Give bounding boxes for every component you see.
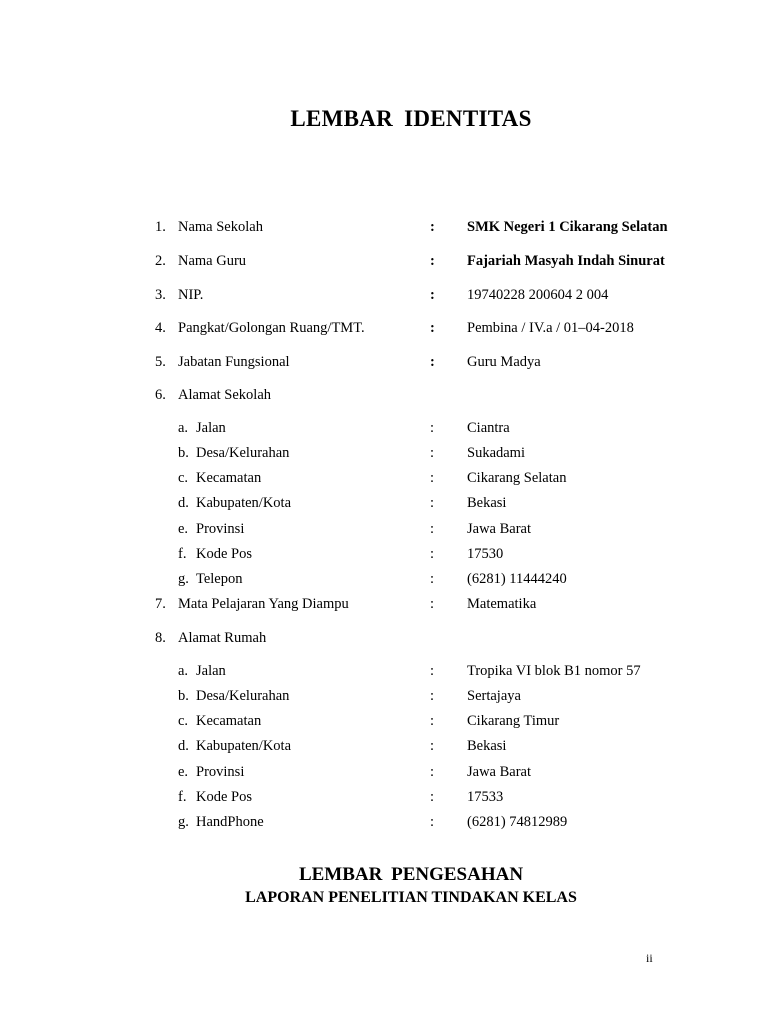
identity-row-position <box>0 352 768 372</box>
sub-item-label: Provinsi <box>196 764 245 780</box>
home-address-district <box>0 711 768 731</box>
item-value: Pembina / IV.a / 01–04-2018 <box>467 320 634 336</box>
identity-row-school-address <box>0 385 768 405</box>
sub-item-colon: : <box>430 814 435 830</box>
sub-item-label: Provinsi <box>196 521 245 537</box>
sub-item-colon: : <box>430 789 435 805</box>
sub-item-colon: : <box>430 420 435 436</box>
sub-item-colon: : <box>430 571 435 587</box>
sub-item-letter: c. <box>178 713 189 729</box>
sub-item-value: Bekasi <box>467 738 507 754</box>
sub-item-value: Bekasi <box>467 495 507 511</box>
sub-item-value: Cikarang Timur <box>467 713 560 729</box>
sub-item-value: 17530 <box>467 546 504 562</box>
item-label: Alamat Sekolah <box>178 387 272 403</box>
school-address-regency <box>0 493 768 513</box>
item-value: Guru Madya <box>467 354 541 370</box>
sub-item-letter: e. <box>178 764 189 780</box>
sub-item-label: Jalan <box>196 663 226 679</box>
sub-item-letter: d. <box>178 495 189 511</box>
sub-item-value: Jawa Barat <box>467 521 532 537</box>
sub-item-letter: b. <box>178 445 189 461</box>
item-number: 3. <box>155 287 166 303</box>
sub-item-colon: : <box>430 688 435 704</box>
sub-item-letter: a. <box>178 420 189 436</box>
sub-item-label: HandPhone <box>196 814 264 830</box>
item-label: NIP. <box>178 287 204 303</box>
item-colon: : <box>430 287 435 303</box>
sub-item-label: Kecamatan <box>196 470 262 486</box>
sub-item-letter: e. <box>178 521 189 537</box>
sub-item-label: Kode Pos <box>196 546 252 562</box>
school-address-phone <box>0 569 768 589</box>
sub-item-value: (6281) 11444240 <box>467 571 567 587</box>
item-label: Pangkat/Golongan Ruang/TMT. <box>178 320 365 336</box>
sub-item-value: Sertajaya <box>467 688 521 704</box>
sub-item-label: Desa/Kelurahan <box>196 688 290 704</box>
sub-item-value: 17533 <box>467 789 504 805</box>
item-value: SMK Negeri 1 Cikarang Selatan <box>467 219 668 235</box>
item-colon: : <box>430 596 435 612</box>
item-value: Matematika <box>467 596 537 612</box>
sub-item-label: Desa/Kelurahan <box>196 445 290 461</box>
item-colon: : <box>430 219 435 235</box>
sub-item-letter: g. <box>178 814 189 830</box>
item-number: 7. <box>155 596 166 612</box>
identity-row-nip <box>0 285 768 305</box>
item-label: Mata Pelajaran Yang Diampu <box>178 596 349 612</box>
item-value: Fajariah Masyah Indah Sinurat <box>467 253 665 269</box>
home-address-postal-code <box>0 787 768 807</box>
item-number: 2. <box>155 253 166 269</box>
identity-row-rank <box>0 318 768 338</box>
home-address-province <box>0 762 768 782</box>
school-address-street <box>0 418 768 438</box>
sub-item-letter: f. <box>178 789 187 805</box>
sub-item-letter: d. <box>178 738 189 754</box>
item-number: 6. <box>155 387 166 403</box>
pengesahan-heading: LEMBAR PENGESAHAN <box>298 864 524 885</box>
sub-item-colon: : <box>430 521 435 537</box>
sub-item-letter: f. <box>178 546 187 562</box>
sub-item-label: Telepon <box>196 571 243 587</box>
home-address-handphone <box>0 812 768 832</box>
identity-row-home-address <box>0 628 768 648</box>
sub-item-value: Sukadami <box>467 445 525 461</box>
sub-item-label: Kecamatan <box>196 713 262 729</box>
sub-item-value: Tropika VI blok B1 nomor 57 <box>467 663 641 679</box>
home-address-regency <box>0 736 768 756</box>
laporan-heading: LAPORAN PENELITIAN TINDAKAN KELAS <box>245 889 577 906</box>
item-number: 5. <box>155 354 166 370</box>
sub-item-colon: : <box>430 713 435 729</box>
item-number: 8. <box>155 630 166 646</box>
page-title: LEMBAR IDENTITAS <box>290 106 532 131</box>
sub-item-label: Kabupaten/Kota <box>196 738 292 754</box>
item-label: Nama Guru <box>178 253 247 269</box>
sub-item-colon: : <box>430 663 435 679</box>
school-address-district <box>0 468 768 488</box>
sub-item-letter: c. <box>178 470 189 486</box>
school-address-village <box>0 443 768 463</box>
sub-item-label: Kabupaten/Kota <box>196 495 292 511</box>
sub-item-value: Ciantra <box>467 420 510 436</box>
school-address-postal-code <box>0 544 768 564</box>
item-label: Jabatan Fungsional <box>178 354 290 370</box>
school-address-province <box>0 519 768 539</box>
sub-item-colon: : <box>430 764 435 780</box>
sub-item-letter: a. <box>178 663 189 679</box>
sub-item-value: Jawa Barat <box>467 764 532 780</box>
sub-item-colon: : <box>430 495 435 511</box>
item-label: Alamat Rumah <box>178 630 267 646</box>
item-label: Nama Sekolah <box>178 219 263 235</box>
home-address-street <box>0 661 768 681</box>
item-colon: : <box>430 320 435 336</box>
sub-item-colon: : <box>430 445 435 461</box>
item-number: 1. <box>155 219 166 235</box>
sub-item-value: Cikarang Selatan <box>467 470 567 486</box>
item-number: 4. <box>155 320 166 336</box>
page-number: ii <box>646 951 653 965</box>
sub-item-value: (6281) 74812989 <box>467 814 568 830</box>
sub-item-label: Kode Pos <box>196 789 252 805</box>
sub-item-colon: : <box>430 546 435 562</box>
item-colon: : <box>430 354 435 370</box>
home-address-village <box>0 686 768 706</box>
sub-item-colon: : <box>430 470 435 486</box>
item-value: 19740228 200604 2 004 <box>467 287 609 303</box>
sub-item-letter: b. <box>178 688 189 704</box>
identity-row-school-name <box>0 217 768 237</box>
sub-item-letter: g. <box>178 571 189 587</box>
sub-item-colon: : <box>430 738 435 754</box>
identity-row-subject <box>0 594 768 614</box>
identity-row-teacher-name <box>0 251 768 271</box>
item-colon: : <box>430 253 435 269</box>
sub-item-label: Jalan <box>196 420 226 436</box>
